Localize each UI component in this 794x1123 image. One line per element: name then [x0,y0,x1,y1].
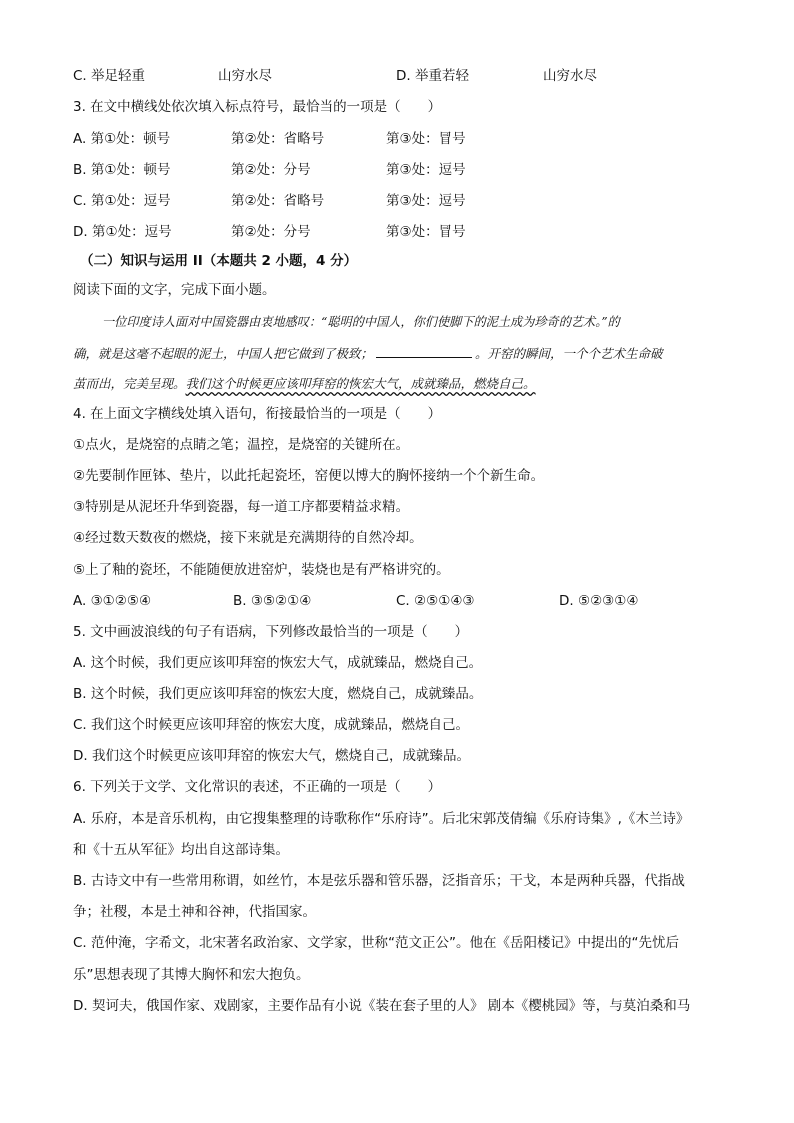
q6-option-c-line-1: C. 范仲淹，字希文，北宋著名政治家、文学家，世称“范文正公”。他在《岳阳楼记》中提出的“先忧后 [73,935,679,951]
q6-option-a-line-1: A. 乐府，本是音乐机构，由它搜集整理的诗歌称作“乐府诗”。后北宋郭茂倩编《乐府诗集》,《木兰诗》 [73,811,690,827]
q5-option-b: B. 这个时候，我们更应该叩拜窑的恢宏大度，燃烧自己，成就臻品。 [73,686,483,702]
q3-option-b-part1: B. 第①处：顿号 [73,162,171,178]
q4-option-d: D. ⑤②③①④ [559,593,639,609]
q6-option-b-line-1: B. 古诗文中有一些常用称谓，如丝竹，本是弦乐器和管乐器，泛指音乐；干戈，本是两种兵器，代指战 [73,873,685,889]
q3-option-c-part1: C. 第①处：逗号 [73,193,171,209]
q5-stem: 5. 文中画波浪线的句子有语病，下列修改最恰当的一项是（ ） [73,624,469,640]
q4-item-2: ②先要制作匣钵、垫片，以此托起瓷坯，窑便以博大的胸怀接纳一个个新生命。 [73,468,545,484]
q3-option-d-part1: D. 第①处：逗号 [73,224,172,240]
q3-option-b-part2: 第②处：分号 [231,162,311,178]
fill-in-blank [376,344,472,358]
q4-item-5: ⑤上了釉的瓷坯，不能随便放进窑炉，装烧也是有严格讲究的。 [73,562,450,578]
passage-line-2-pre: 确，就是这毫不起眼的泥土，中国人把它做到了极致； [73,346,374,361]
q2-option-c-second: 山穷水尽 [218,68,272,84]
q2-option-c: C. 举足轻重 [73,68,146,84]
q3-stem: 3. 在文中横线处依次填入标点符号，最恰当的一项是（ ） [73,99,442,115]
q3-option-b-part3: 第③处：逗号 [386,162,466,178]
q2-option-d-second: 山穷水尽 [543,68,597,84]
q6-option-d-line-1: D. 契诃夫，俄国作家、戏剧家，主要作品有小说《装在套子里的人》 剧本《樱桃园》等，与莫泊桑和马 [73,998,691,1014]
q3-option-c-part2: 第②处：省略号 [231,193,325,209]
q4-item-4: ④经过数天数夜的燃烧，接下来就是充满期待的自然冷却。 [73,530,423,546]
q3-option-d-part2: 第②处：分号 [231,224,311,240]
q4-stem: 4. 在上面文字横线处填入语句，衔接最恰当的一项是（ ） [73,406,442,422]
q3-option-c-part3: 第③处：逗号 [386,193,466,209]
q5-option-c: C. 我们这个时候更应该叩拜窑的恢宏大度，成就臻品，燃烧自己。 [73,717,470,733]
section-heading: （二）知识与运用 II（本题共 2 小题，4 分） [80,253,358,269]
q5-option-a: A. 这个时候，我们更应该叩拜窑的恢宏大气，成就臻品，燃烧自己。 [73,655,483,671]
q6-stem: 6. 下列关于文学、文化常识的表述，不正确的一项是（ ） [73,779,442,795]
q3-option-d-part3: 第③处：冒号 [386,224,466,240]
q3-option-a-part1: A. 第①处：顿号 [73,131,171,147]
q6-option-b-line-2: 争；社稷，本是土神和谷神，代指国家。 [73,904,316,920]
q6-option-a-line-2: 和《十五从军征》均出自这部诗集。 [73,842,289,858]
q5-option-d: D. 我们这个时候更应该叩拜窑的恢宏大气，燃烧自己，成就臻品。 [73,748,470,764]
passage-line-2-post: 。开窑的瞬间，一个个艺术生命破 [475,346,663,361]
q2-option-d: D. 举重若轻 [396,68,469,84]
q3-option-a-part2: 第②处：省略号 [231,131,325,147]
q4-option-b: B. ③⑤②①④ [233,593,312,609]
passage-line-3-pre: 茧而出，完美呈现。 [73,376,186,391]
q4-option-a: A. ③①②⑤④ [73,593,152,609]
q6-option-c-line-2: 乐”思想表现了其博大胸怀和宏大抱负。 [73,967,310,983]
passage-line-1: 一位印度诗人面对中国瓷器由衷地感叹：“聪明的中国人，你们使脚下的泥土成为珍奇的艺术。”的 [102,314,620,329]
q4-item-3: ③特别是从泥坯升华到瓷器，每一道工序都要精益求精。 [73,499,410,515]
q3-option-a-part3: 第③处：冒号 [386,131,466,147]
passage-line-3 [73,375,723,393]
section-instruction: 阅读下面的文字，完成下面小题。 [73,282,276,298]
wavy-underlined-sentence: 我们这个时候更应该叩拜窑的恢宏大气，成就臻品，燃烧自己。 [185,376,536,391]
q4-option-c: C. ②⑤①④③ [396,593,475,609]
q4-item-1: ①点火，是烧窑的点睛之笔；温控，是烧窑的关键所在。 [73,437,410,453]
passage-line-2 [73,344,723,363]
